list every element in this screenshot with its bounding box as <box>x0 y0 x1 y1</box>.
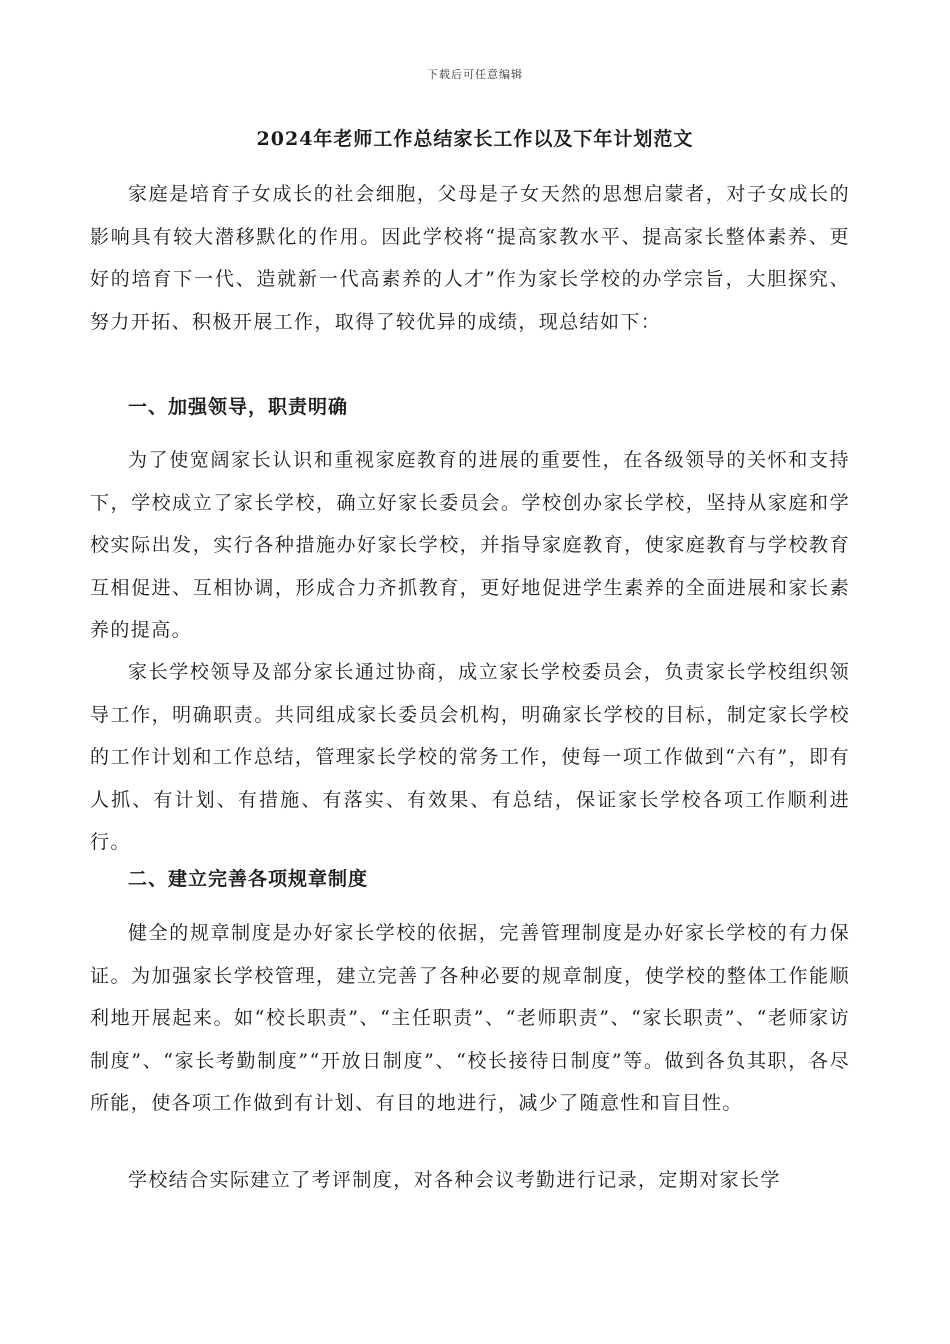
section-1-paragraph-2: 家长学校领导及部分家长通过协商，成立家长学校委员会，负责家长学校组织领导工作，明确职责。共同组成家长委员会机构，明确家长学校的目标，制定家长学校的工作计划和工作总结，管理家长学校的常务工作，使每一项工作做到“六有”，即有人抓、有计划、有措施、有落实、有效果、有总结，保证家长学校各项工作顺利进行。 <box>90 661 850 853</box>
section-2-para-1-block <box>90 912 850 1125</box>
intro-block <box>90 173 850 343</box>
intro-paragraph: 家庭是培育子女成长的社会细胞，父母是子女天然的思想启蒙者，对子女成长的影响具有较大潜移默化的作用。因此学校将“提高家教水平、提高家长整体素养、更好的培育下一代、造就新一代高素养的人才”作为家长学校的办学宗旨，大胆探究、努力开拓、积极开展工作，取得了较优异的成绩，现总结如下： <box>90 183 850 333</box>
header-note: 下载后可任意编辑 <box>427 68 523 81</box>
section-1-heading: 一、加强领导，职责明确 <box>128 396 349 418</box>
section-1-heading-block <box>90 392 850 419</box>
section-2-paragraph-2: 学校结合实际建立了考评制度，对各种会议考勤进行记录，定期对家长学 <box>128 1169 781 1191</box>
section-2-heading: 二、建立完善各项规章制度 <box>128 868 369 890</box>
section-1-para-2-block <box>90 651 850 864</box>
section-2-paragraph-1: 健全的规章制度是办好家长学校的依据，完善管理制度是办好家长学校的有力保证。为加强家长学校管理，建立完善了各种必要的规章制度，使学校的整体工作能顺利地开展起来。如“校长职责”、“主任职责”、“老师职责”、“家长职责”、“老师家访制度”、“家长考勤制度”“开放日制度”、“校长接待日制度”等。做到各负其职，各尽所能，使各项工作做到有计划、有目的地进行，减少了随意性和盲目性。 <box>90 922 850 1114</box>
section-1-para-1-block <box>90 439 850 652</box>
document-title: 2024年老师工作总结家长工作以及下年计划范文 <box>256 128 694 150</box>
section-2-heading-block <box>90 864 850 891</box>
section-1-paragraph-1: 为了使宽阔家长认识和重视家庭教育的进展的重要性，在各级领导的关怀和支持下，学校成立了家长学校，确立好家长委员会。学校创办家长学校，坚持从家庭和学校实际出发，实行各种措施办好家长学校，并指导家庭教育，使家庭教育与学校教育互相促进、互相协调，形成合力齐抓教育，更好地促进学生素养的全面进展和家长素养的提高。 <box>90 449 850 641</box>
section-2-para-2-block <box>90 1159 850 1202</box>
